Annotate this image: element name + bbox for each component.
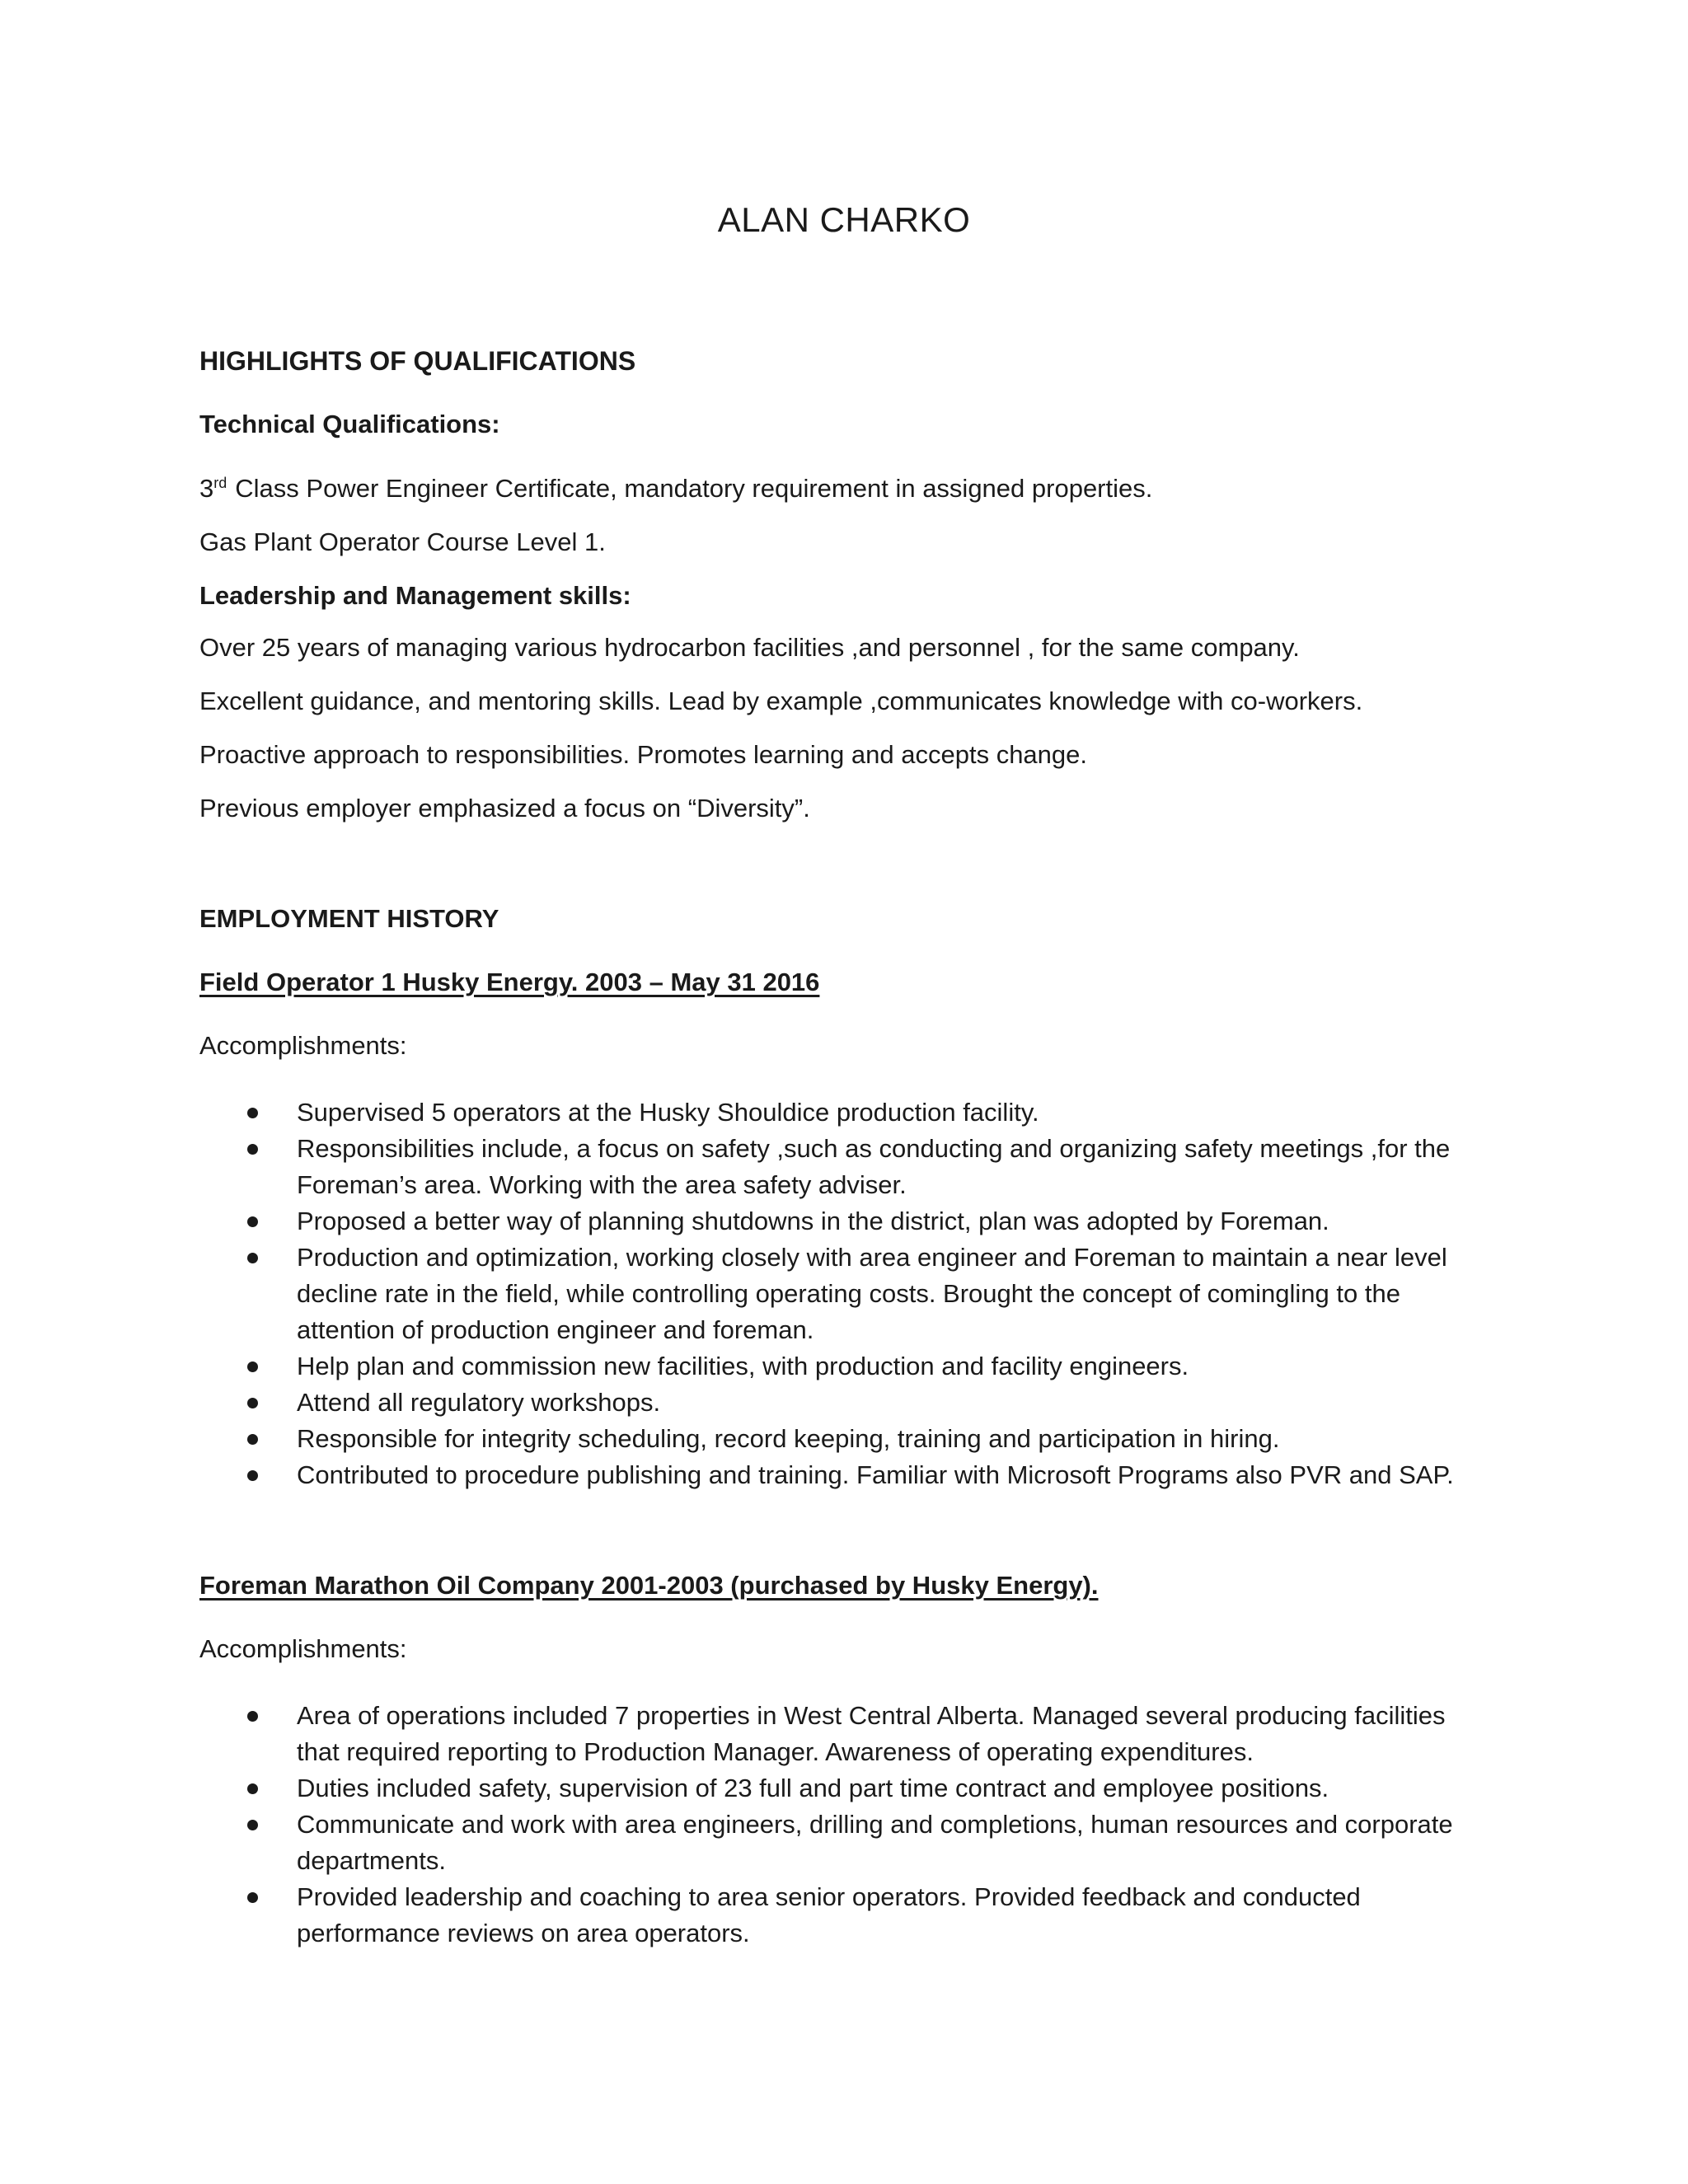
bullet-icon (247, 1820, 258, 1830)
list-item: Production and optimization, working closely with area engineer and Foreman to maintain a near level decline rate in the field, while controlling operating costs. Brought the concept of comingling to the attention of production engineer and foreman. (199, 1240, 1485, 1348)
technical-qualifications-heading: Technical Qualifications: (199, 410, 500, 438)
technical-item-certificate (199, 474, 1152, 504)
ordinal-suffix: rd (213, 474, 227, 491)
list-item: Attend all regulatory workshops. (199, 1385, 1485, 1421)
list-item: Proposed a better way of planning shutdowns in the district, plan was adopted by Foreman. (199, 1203, 1485, 1240)
bullet-icon (247, 1434, 258, 1445)
bullet-icon (247, 1711, 258, 1722)
list-item: Area of operations included 7 properties in West Central Alberta. Managed several producing facilities that required reporting to Production Manager. Awareness of operating expenditures. (199, 1698, 1485, 1770)
list-item: Contributed to procedure publishing and training. Familiar with Microsoft Programs also PVR and SAP. (199, 1457, 1485, 1493)
employment-heading: EMPLOYMENT HISTORY (199, 904, 499, 933)
list-item: Responsible for integrity scheduling, record keeping, training and participation in hiring. (199, 1421, 1485, 1457)
accomplishments-label: Accomplishments: (199, 1634, 407, 1663)
candidate-name: ALAN CHARKO (717, 200, 971, 239)
bullet-icon (247, 1144, 258, 1155)
bullet-icon (247, 1253, 258, 1263)
marathon-accomplishments-list (199, 1698, 1485, 1952)
bullet-icon (247, 1108, 258, 1118)
bullet-icon (247, 1470, 258, 1481)
job-title-husky: Field Operator 1 Husky Energy. 2003 – May 31 2016 (199, 968, 820, 996)
leadership-item: Over 25 years of managing various hydrocarbon facilities ,and personnel , for the same company. (199, 633, 1300, 662)
accomplishments-label: Accomplishments: (199, 1031, 407, 1060)
leadership-item: Excellent guidance, and mentoring skills. Lead by example ,communicates knowledge with co-workers. (199, 687, 1363, 715)
bullet-icon (247, 1892, 258, 1903)
list-item: Provided leadership and coaching to area senior operators. Provided feedback and conducted performance reviews on area operators. (199, 1879, 1485, 1952)
bullet-icon (247, 1398, 258, 1408)
leadership-item: Proactive approach to responsibilities. Promotes learning and accepts change. (199, 740, 1088, 769)
list-item: Communicate and work with area engineers, drilling and completions, human resources and corporate departments. (199, 1807, 1485, 1879)
list-item: Help plan and commission new facilities, with production and facility engineers. (199, 1348, 1485, 1385)
highlights-heading: HIGHLIGHTS OF QUALIFICATIONS (199, 346, 636, 376)
husky-accomplishments-list (199, 1094, 1485, 1493)
job-title-marathon: Foreman Marathon Oil Company 2001-2003 (purchased by Husky Energy). (199, 1571, 1099, 1600)
technical-item-course: Gas Plant Operator Course Level 1. (199, 527, 606, 556)
bullet-icon (247, 1783, 258, 1794)
bullet-icon (247, 1361, 258, 1372)
bullet-icon (247, 1216, 258, 1227)
list-item: Duties included safety, supervision of 23 full and part time contract and employee positions. (199, 1770, 1485, 1807)
leadership-heading: Leadership and Management skills: (199, 581, 631, 610)
ordinal-number: 3 (199, 474, 214, 503)
list-item: Supervised 5 operators at the Husky Shouldice production facility. (199, 1094, 1485, 1131)
leadership-item: Previous employer emphasized a focus on “Diversity”. (199, 794, 810, 823)
technical-item-text: Class Power Engineer Certificate, mandatory requirement in assigned properties. (235, 474, 1153, 503)
list-item: Responsibilities include, a focus on safety ,such as conducting and organizing safety meetings ,for the Foreman’s area. Working with the area safety adviser. (199, 1131, 1485, 1203)
